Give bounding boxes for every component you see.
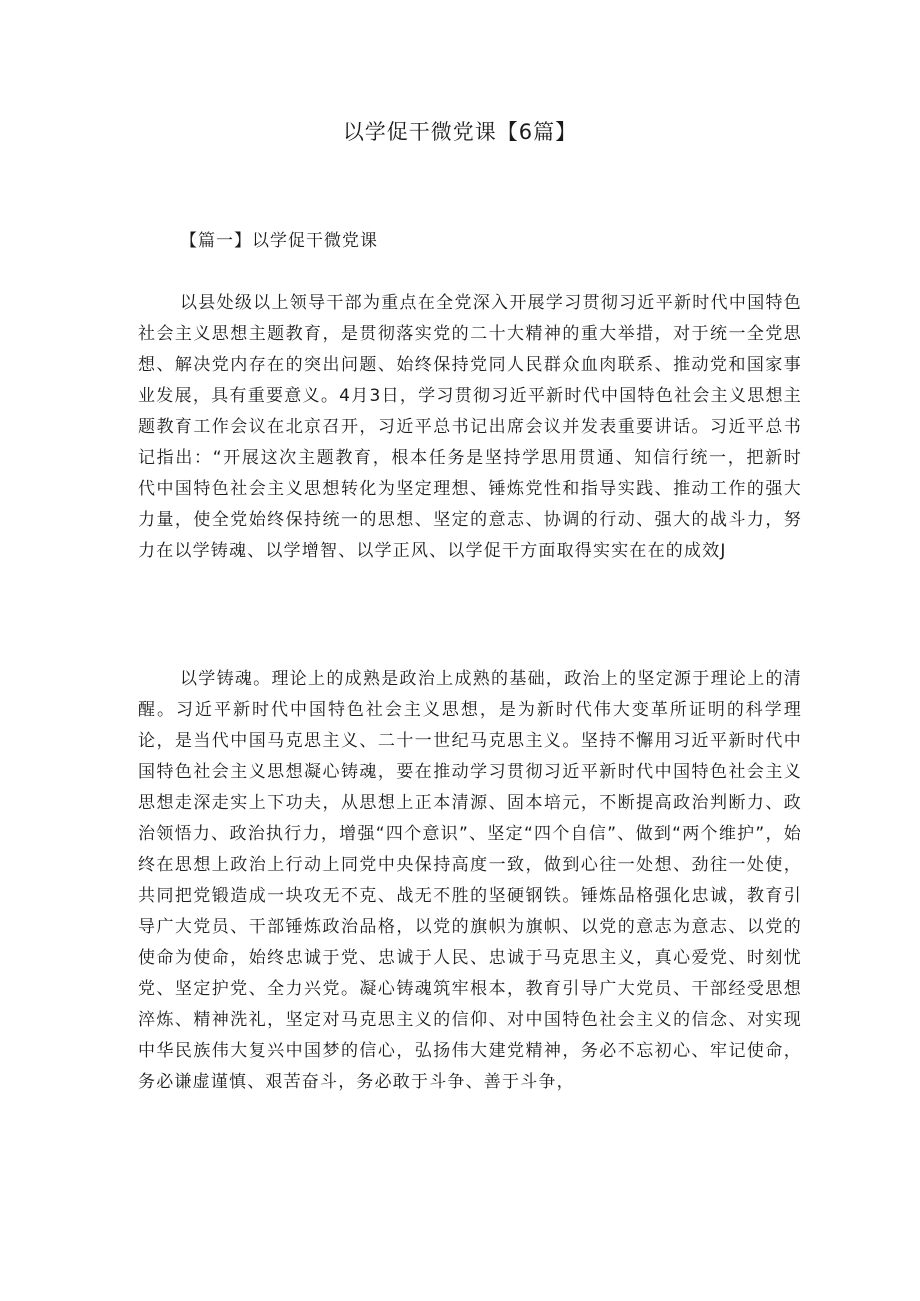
body-paragraph-1: 以县处级以上领导干部为重点在全党深入开展学习贯彻习近平新时代中国特色社会主义思想主题教育，是贯彻落实党的二十大精神的重大举措，对于统一全党思想、解决党内存在的突出问题、始终保持党同人民群众血肉联系、推动党和国家事业发展，具有重要意义。4月3日，学习贯彻习近平新时代中国特色社会主义思想主题教育工作会议在北京召开，习近平总书记出席会议并发表重要讲话。习近平总书记指出：“开展这次主题教育，根本任务是坚持学思用贯通、知信行统一，把新时代中国特色社会主义思想转化为坚定理想、锤炼党性和指导实践、推动工作的强大力量，使全党始终保持统一的思想、坚定的意志、协调的行动、强大的战斗力，努力在以学铸魂、以学增智、以学正风、以学促干方面取得实实在在的成效J bbox=[138, 293, 802, 561]
body-paragraph-2: 以学铸魂。理论上的成熟是政治上成熟的基础，政治上的坚定源于理论上的清醒。习近平新时代中国特色社会主义思想，是为新时代伟大变革所证明的科学理论，是当代中国马克思主义、二十一世纪马克思主义。坚持不懈用习近平新时代中国特色社会主义思想凝心铸魂，要在推动学习贯彻习近平新时代中国特色社会主义思想走深走实上下功夫，从思想上正本清源、固本培元，不断提高政治判断力、政治领悟力、政治执行力，增强“四个意识”、坚定“四个自信”、做到“两个维护”，始终在思想上政治上行动上同党中央保持高度一致，做到心往一处想、劲往一处使，共同把党锻造成一块攻无不克、战无不胜的坚硬钢铁。锤炼品格强化忠诚，教育引导广大党员、干部锤炼政治品格，以党的旗帜为旗帜、以党的意志为意志、以党的使命为使命，始终忠诚于党、忠诚于人民、忠诚于马克思主义，真心爱党、时刻忧党、坚定护党、全力兴党。凝心铸魂筑牢根本，教育引导广大党员、干部经受思想淬炼、精神洗礼，坚定对马克思主义的信仰、对中国特色社会主义的信念、对实现中华民族伟大复兴中国梦的信心，弘扬伟大建党精神，务必不忘初心、牢记使命，务必谦虚谨慎、艰苦奋斗，务必敢于斗争、善于斗争， bbox=[138, 669, 802, 1092]
document-title: 以学促干微党课【6篇】 bbox=[342, 120, 578, 144]
section-heading: 【篇一】以学促干微党课 bbox=[180, 231, 378, 251]
